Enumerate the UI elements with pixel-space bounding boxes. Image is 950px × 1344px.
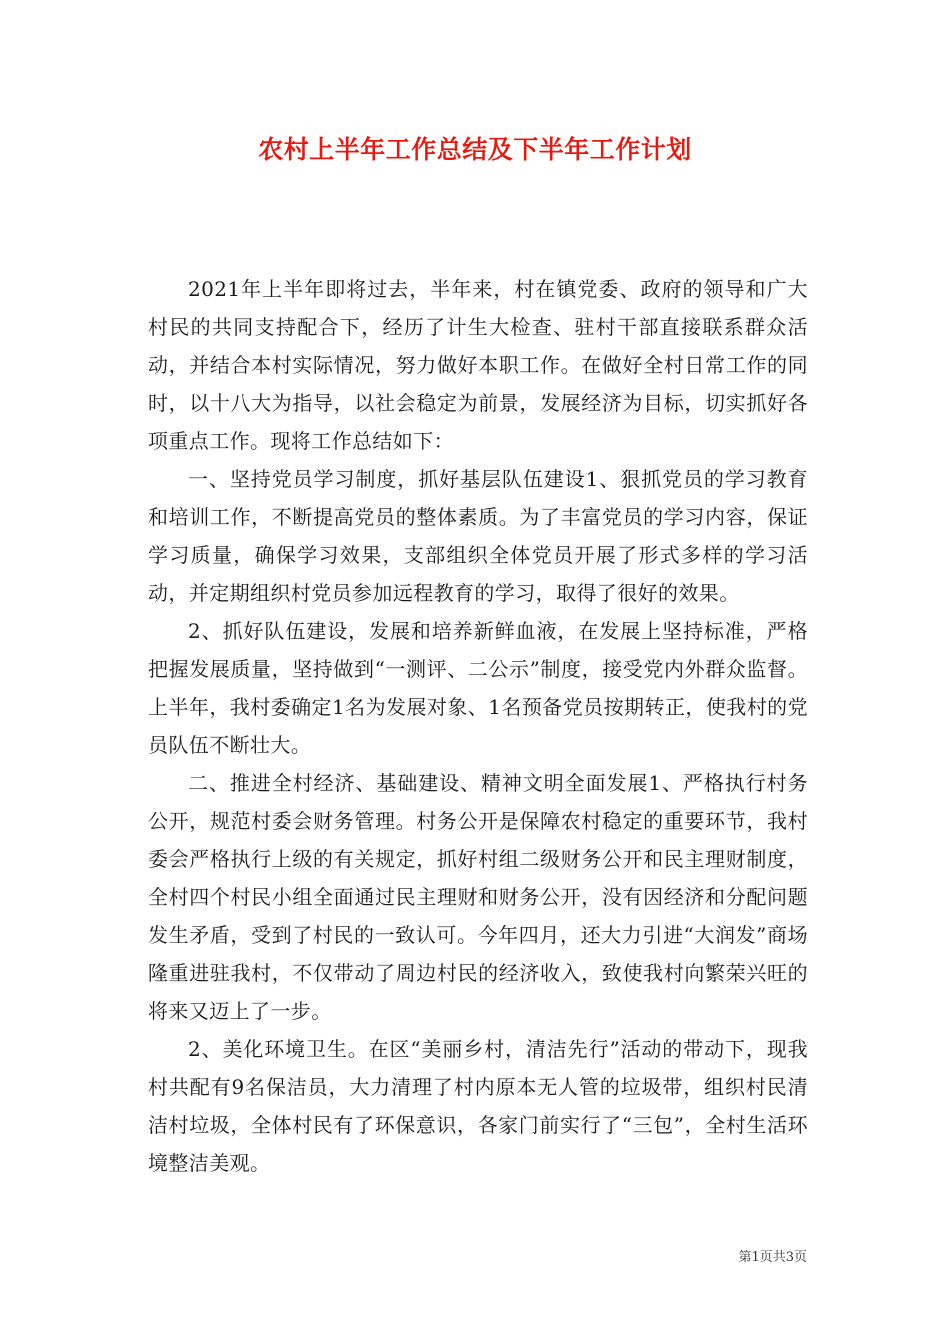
paragraph-economy: 二、推进全村经济、基础建设、精神文明全面发展1、严格执行村务公开，规范村委会财务管理。村务公开是保障农村稳定的重要环节，我村委会严格执行上级的有关规定，抓好村组二级财务公开和民主理财制度，全村四个村民小组全面通过民主理财和财务公开，没有因经济和分配问题发生矛盾，受到了村民的一致认可。今年四月，还大力引进“大润发”商场隆重进驻我村，不仅带动了周边村民的经济收入，致使我村向繁荣兴旺的将来又迈上了一步。 xyxy=(148,771,808,1023)
paragraph-party-study: 一、坚持党员学习制度，抓好基层队伍建设1、狠抓党员的学习教育和培训工作，不断提高党员的整体素质。为了丰富党员的学习内容，保证学习质量，确保学习效果，支部组织全体党员开展了形式多样的学习活动，并定期组织村党员参加远程教育的学习，取得了很好的效果。 xyxy=(148,467,808,605)
paragraph-intro: 2021年上半年即将过去，半年来，村在镇党委、政府的领导和广大村民的共同支持配合下，经历了计生大检查、驻村干部直接联系群众活动，并结合本村实际情况，努力做好本职工作。在做好全村日常工作的同时，以十八大为指导，以社会稳定为前景，发展经济为目标，切实抓好各项重点工作。现将工作总结如下： xyxy=(148,277,808,453)
document-title: 农村上半年工作总结及下半年工作计划 xyxy=(258,135,692,164)
paragraph-team-building: 2、抓好队伍建设，发展和培养新鲜血液，在发展上坚持标准，严格把握发展质量，坚持做到“一测评、二公示”制度，接受党内外群众监督。上半年，我村委确定1名为发展对象、1名预备党员按期转正，使我村的党员队伍不断壮大。 xyxy=(148,619,808,757)
document-body xyxy=(148,270,808,1182)
page-number: 第1页共3页 xyxy=(738,1250,807,1265)
paragraph-environment: 2、美化环境卫生。在区“美丽乡村，清洁先行”活动的带动下，现我村共配有9名保洁员，大力清理了村内原本无人管的垃圾带，组织村民清洁村垃圾，全体村民有了环保意识，各家门前实行了“三包”，全村生活环境整洁美观。 xyxy=(148,1037,808,1175)
